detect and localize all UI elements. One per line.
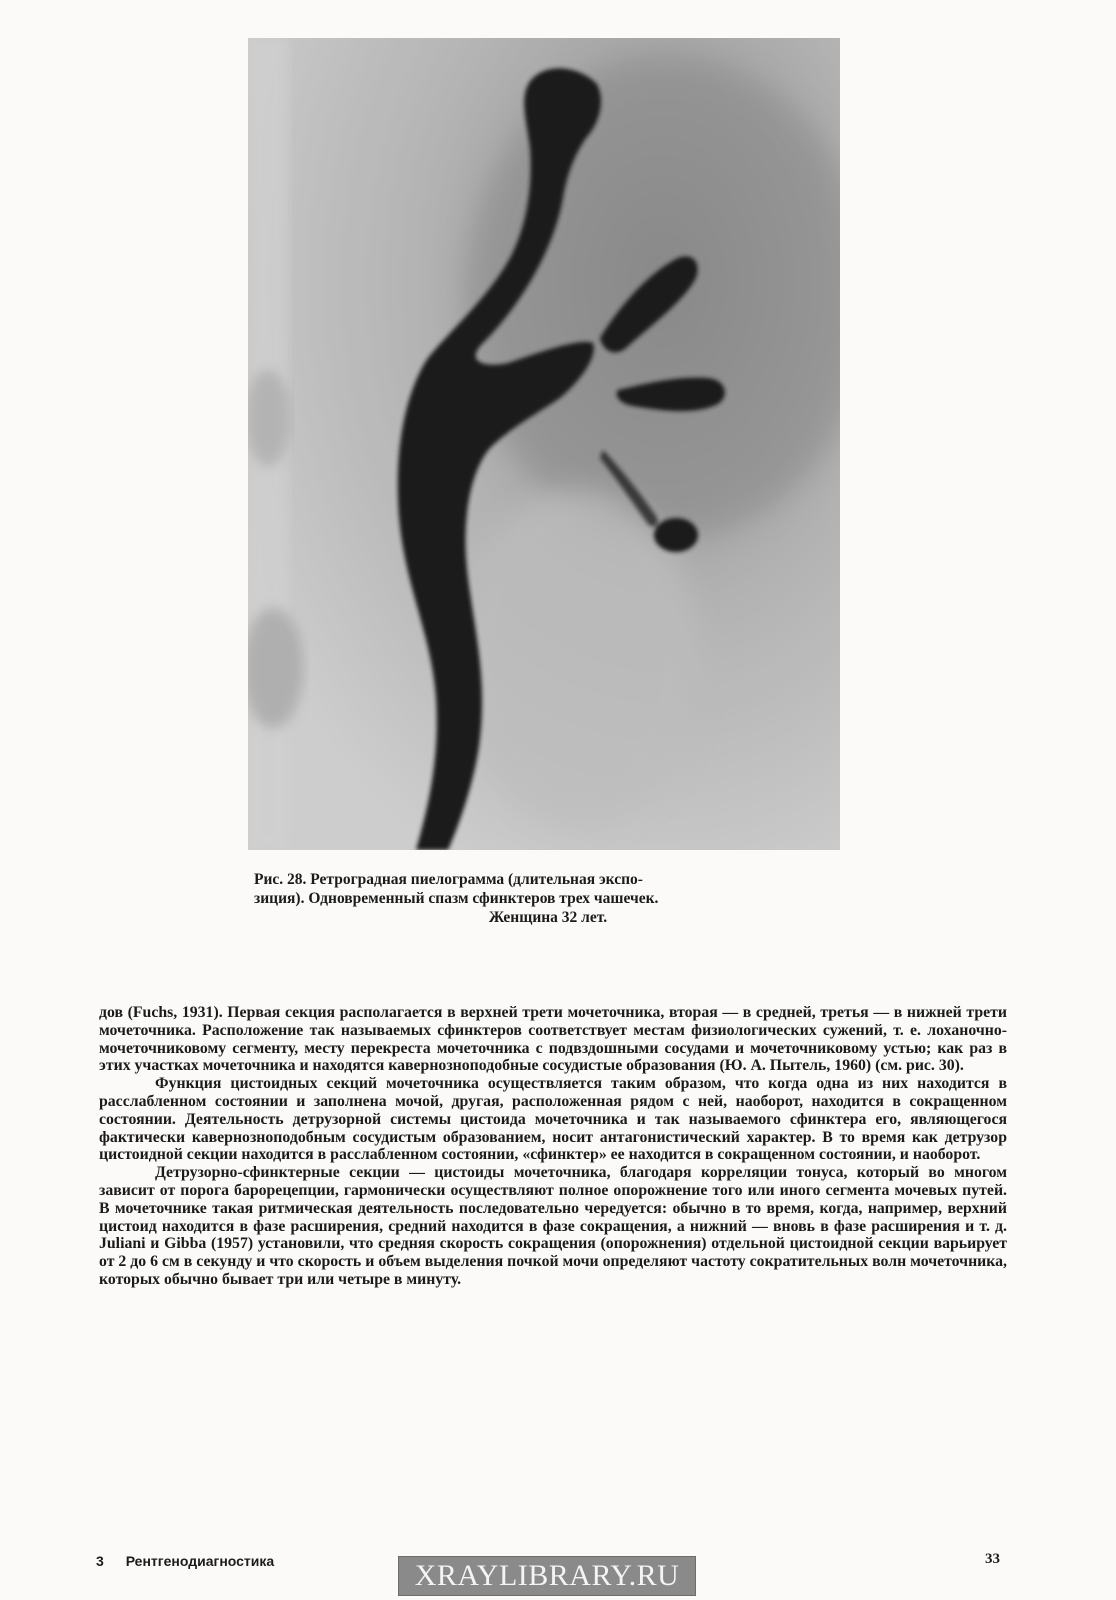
footer-left [96, 1553, 274, 1569]
page-number: 33 [985, 1551, 1000, 1567]
running-title: Рентгенодиагностика [125, 1553, 275, 1569]
xray-figure [248, 38, 840, 850]
figure-caption [254, 870, 842, 927]
signature-mark: 3 [96, 1553, 104, 1569]
caption-line-2: зиция). Одновременный спазм сфинктеров трех чашечек. [254, 890, 659, 907]
paragraph-1: дов (Fuchs, 1931). Первая секция располагается в верхней трети мочеточника, вторая — в средней, третья — в нижней трети мочеточника. Расположение так называемых сфинктеров соответствует местам физиологических сужений, т. е. лоханочно-мочеточниковому сегменту, месту перекреста мочеточника с подвздошными сосудами и мочеточниковому устью; как раз в этих участках мочеточника и находятся кавернозноподобные сосудистые образования (Ю. А. Пытель, 1960) (см. рис. 30). [99, 1004, 1007, 1075]
paragraph-2: Функция цистоидных секций мочеточника осуществляется таким образом, что когда одна из них находится в расслабленном состоянии и заполнена мочой, другая, расположенная рядом с ней, наоборот, находится в сокращенном состоянии. Деятельность детрузорной системы цистоида мочеточника и так называемого сфинктера его, являющегося фактически кавернозноподобным сосудистым образованием, носит антагонистический характер. В то время как детрузор цистоидной секции находится в расслабленном состоянии, «сфинктер» ее находится в сокращенном состоянии, и наоборот. [99, 1075, 1007, 1164]
caption-line-1: Рис. 28. Ретроградная пиелограмма (длительная экспо- [254, 871, 643, 888]
paragraph-3: Детрузорно-сфинктерные секции — цистоиды мочеточника, благодаря корреляции тонуса, который во многом зависит от порога барорецепции, гармонически осуществляют полное опорожнение того или иного сегмента мочевых путей. В мочеточнике такая ритмическая деятельность последовательно чередуется: обычно в то время, когда, например, верхний цистоид находится в фазе расширения, средний находится в фазе сокращения, а нижний — вновь в фазе расширения и т. д. Juliani и Gibba (1957) установили, что средняя скорость сокращения (опорожнения) отдельной цистоидной секции варьирует от 2 до 6 см в секунду и что скорость и объем выделения почкой мочи определяют частоту сократительных волн мочеточника, которых обычно бывает три или четыре в минуту. [99, 1164, 1007, 1288]
body-text [99, 1004, 1007, 1289]
caption-line-3: Женщина 32 лет. [488, 909, 608, 926]
watermark-banner: XRAYLIBRARY.RU [398, 1556, 696, 1596]
xray-pyelogram-image [248, 38, 840, 850]
